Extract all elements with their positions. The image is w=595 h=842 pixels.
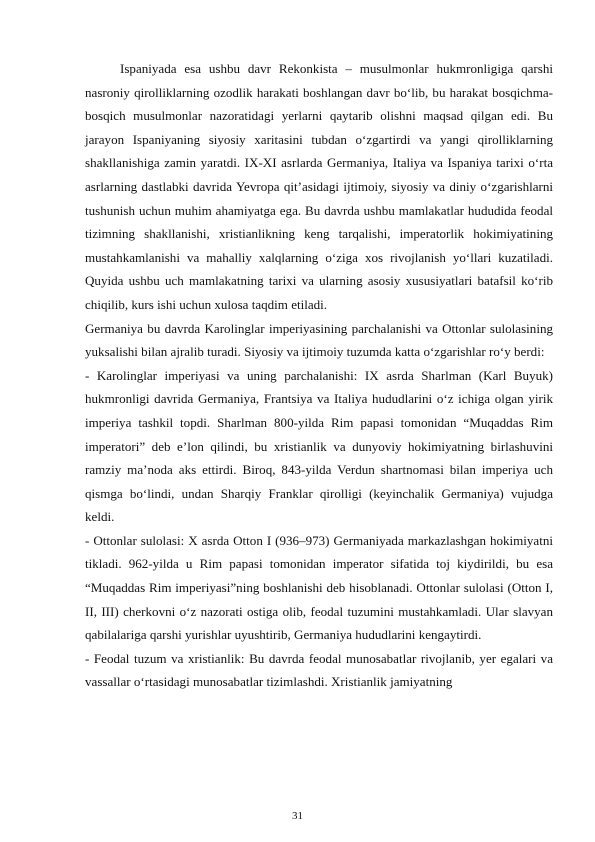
paragraph-ottonlar: - Ottonlar sulolasi: X asrda Otton I (936–973) Germaniyada markazlashgan hokimiyatni tikladi. 962-yilda u Rim papasi tomonidan imperator sifatida toj kiydirildi, bu esa “Muqaddas Rim imperiyasi”ning boshlanishi deb hisoblanadi. Ottonlar sulolasi (Otton I, II, III) cherkovni o‘z nazorati ostiga olib, feodal tuzumini mustahkamladi. Ular slavyan qabilalariga qarshi yurishlar uyushtirib, Germaniya hududlarini kengaytirdi. — [85, 532, 553, 643]
paragraph-karolinglar: - Karolinglar imperiyasi va uning parchalanishi: IX asrda Sharlman (Karl Buyuk) hukmronligi davrida Germaniya, Frantsiya va Italiya hududlarini o‘z ichiga olgan yirik imperiya tashkil topdi. Sharlman 800-yilda Rim papasi tomonidan “Muqaddas Rim imperatori” deb e’lon qilindi, bu xristianlik va dunyoviy hokimiyatning birlashuvini ramziy ma’noda aks ettirdi. Biroq, 843-yilda Verdun shartnomasi bilan imperiya uch qismga bo‘lindi, undan Sharqiy Franklar qirolligi (keyinchalik Germaniya) vujudga keldi. — [85, 367, 553, 525]
paragraph-germaniya-overview: Germaniya bu davrda Karolinglar imperiyasining parchalanishi va Ottonlar sulolasining yuksalishi bilan ajralib turadi. Siyosiy va ijtimoiy tuzumda katta o‘zgarishlar ro‘y berdi: — [85, 320, 553, 360]
page-number: 31 — [292, 810, 303, 822]
paragraph-rekonkista-intro: Ispaniyada esa ushbu davr Rekonkista – musulmonlar hukmronligiga qarshi nasroniy qirolliklarning ozodlik harakati boshlangan davr bo‘lib, bu harakat bosqichma-bosqich musulmonlar nazoratidagi yerlarni qaytarib olishni maqsad qilgan edi. Bu jarayon Ispaniyaning siyosiy xaritasini tubdan o‘zgartirdi va yangi qirolliklarning shakllanishiga zamin yaratdi. IX-XI asrlarda Germaniya, Italiya va Ispaniya tarixi o‘rta asrlarning dastlabki davrida Yevropa qit’asidagi ijtimoiy, siyosiy va diniy o‘zgarishlarni tushunish uchun muhim ahamiyatga ega. Bu davrda ushbu mamlakatlar hududida feodal tizimning shakllanishi, xristianlikning keng tarqalishi, imperatorlik hokimiyatining mustahkamlanishi va mahalliy xalqlarning o‘ziga xos rivojlanish yo‘llari kuzatiladi. Quyida ushbu uch mamlakatning tarixi va ularning asosiy xususiyatlari batafsil ko‘rib chiqilib, kurs ishi uchun xulosa taqdim etiladi. — [85, 61, 553, 312]
document-body — [85, 57, 553, 694]
paragraph-feodal-tuzum: - Feodal tuzum va xristianlik: Bu davrda feodal munosabatlar rivojlanib, yer egalari va vassallar o‘rtasidagi munosabatlar tizimlashdi. Xristianlik jamiyatning — [85, 650, 553, 690]
